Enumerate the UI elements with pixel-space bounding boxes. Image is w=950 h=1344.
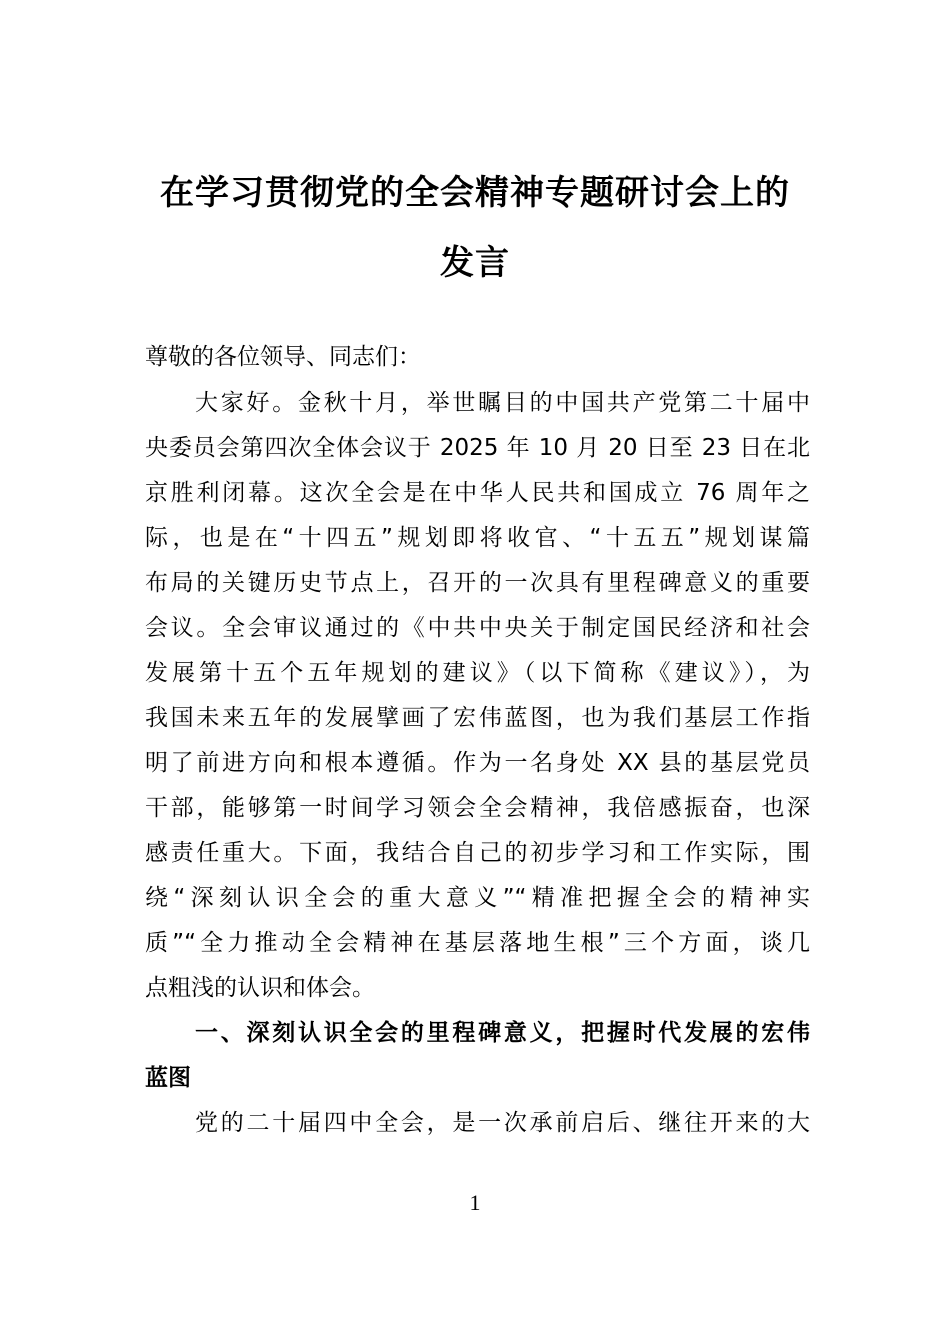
paragraph-1-line-4: 际，也是在“十四五”规划即将收官、“十五五”规划谋篇	[145, 525, 810, 551]
section-heading-1-line-2: 蓝图	[145, 1065, 191, 1091]
page-number: 1	[469, 1190, 481, 1215]
paragraph-1-line-12: 绕“深刻认识全会的重大意义”“精准把握全会的精神实	[145, 885, 810, 911]
document-title-line-2: 发言	[440, 243, 510, 283]
paragraph-1-line-1: 大家好。金秋十月，举世瞩目的中国共产党第二十届中	[195, 390, 810, 416]
paragraph-1-line-3: 京胜利闭幕。这次全会是在中华人民共和国成立 76 周年之	[145, 480, 810, 506]
paragraph-1-line-9: 明了前进方向和根本遵循。作为一名身处 XX 县的基层党员	[145, 750, 810, 776]
paragraph-1-line-6: 会议。全会审议通过的《中共中央关于制定国民经济和社会	[145, 615, 810, 641]
paragraph-1-line-2: 央委员会第四次全体会议于 2025 年 10 月 20 日至 23 日在北	[145, 435, 810, 461]
paragraph-1-line-13: 质”“全力推动全会精神在基层落地生根”三个方面，谈几	[145, 930, 810, 956]
paragraph-1-line-11: 感责任重大。下面，我结合自己的初步学习和工作实际，围	[145, 840, 810, 866]
salutation: 尊敬的各位领导、同志们：	[145, 344, 421, 370]
section-heading-1-line-1: 一、深刻认识全会的里程碑意义，把握时代发展的宏伟	[195, 1020, 810, 1046]
paragraph-1-line-10: 干部，能够第一时间学习领会全会精神，我倍感振奋，也深	[145, 795, 810, 821]
paragraph-2-line-1: 党的二十届四中全会，是一次承前启后、继往开来的大	[195, 1110, 810, 1136]
paragraph-1-line-5: 布局的关键历史节点上，召开的一次具有里程碑意义的重要	[145, 570, 810, 596]
document-title-line-1: 在学习贯彻党的全会精神专题研讨会上的	[160, 173, 790, 213]
paragraph-1-line-14: 点粗浅的认识和体会。	[145, 975, 375, 1001]
paragraph-1-line-8: 我国未来五年的发展擘画了宏伟蓝图，也为我们基层工作指	[145, 705, 810, 731]
paragraph-1-line-7: 发展第十五个五年规划的建议》（以下简称《建议》），为	[145, 660, 810, 686]
